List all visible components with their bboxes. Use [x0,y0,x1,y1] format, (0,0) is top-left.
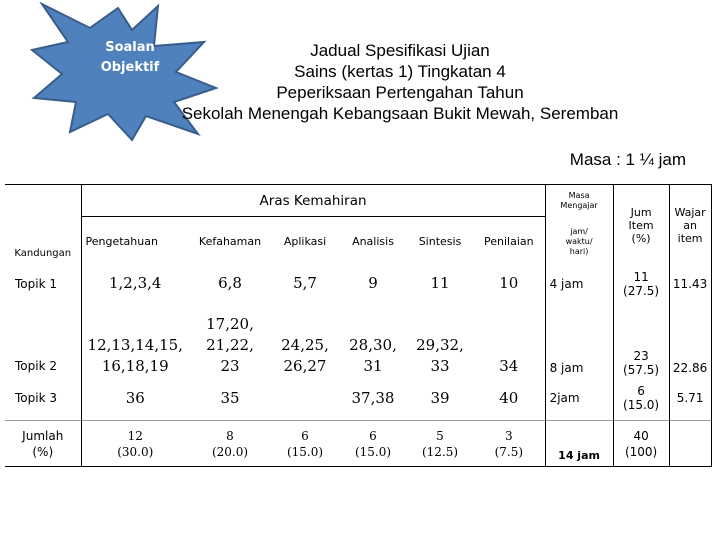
wajaran-cell: 22.86 [669,301,711,377]
col-penilaian: Penilaian [473,217,545,267]
table-cell: 6,8 [218,274,242,292]
table-cell: 35 [220,388,240,407]
jumlah-wajaran [669,421,711,467]
table-cell [271,377,339,421]
kandungan-header: Kandungan [14,247,72,259]
jumlah-cell: 8 (20.0) [189,421,271,467]
wajaran-item-header: Wajar an item [669,185,711,267]
table-cell: 28,30, 31 [349,335,397,375]
title-line-1: Jadual Spesifikasi Ujian [310,41,490,60]
row-label: Topik 3 [5,377,81,421]
title-line-3: Peperiksaan Pertengahan Tahun [276,83,524,102]
jum-item-header: Jum Item (%) [613,185,669,267]
title-line-2: Sains (kertas 1) Tingkatan 4 [294,62,506,81]
masa-cell: 4 jam [545,267,613,301]
table-row [5,377,711,421]
header-row-1 [5,185,711,217]
title-line-4: Sekolah Menengah Kebangsaan Bukit Mewah, Seremban [181,104,619,123]
col-kefahaman: Kefahaman [198,235,262,249]
table-cell: 34 [473,301,545,377]
jumlah-masa: 14 jam [545,421,613,467]
table-cell: 40 [473,377,545,421]
jumlah-label: Jumlah (%) [5,421,81,467]
jum-cell: 11 (27.5) [613,267,669,301]
table-cell: 36 [125,388,145,407]
jumlah-cell: 6 (15.0) [339,421,407,467]
wajaran-cell: 5.71 [669,377,711,421]
table-cell: 39 [430,388,450,407]
aras-kemahiran-header: Aras Kemahiran [81,185,545,217]
table-cell: 1,2,3,4 [109,274,162,292]
jumlah-cell: 6 (15.0) [271,421,339,467]
header-row-2 [5,217,711,267]
col-sintesis: Sintesis [418,235,462,249]
badge-line-1: Soalan [105,40,155,55]
jumlah-cell: 5 (12.5) [407,421,473,467]
jumlah-jum: 40 (100) [613,421,669,467]
table-row [5,267,711,301]
table-cell: 5,7 [293,274,317,292]
document-title [140,40,660,124]
wajaran-cell: 11.43 [669,267,711,301]
table-cell: 11 [430,274,450,292]
jumlah-cell: 12 (30.0) [81,421,189,467]
jum-cell: 23 (57.5) [613,301,669,377]
jumlah-cell: 3 (7.5) [473,421,545,467]
table-cell: 29,32, 33 [416,335,464,375]
table-cell: 10 [473,267,545,301]
row-label: Topik 2 [5,301,81,377]
table-row [5,301,711,377]
col-pengetahuan: Pengetahuan [85,235,158,249]
masa-cell: 8 jam [545,301,613,377]
jumlah-row [5,421,711,467]
kandungan-header-cell [5,185,81,267]
table-cell: 17,20, 21,22, 23 [206,314,254,375]
jam-waktu-header: jam/ waktu/ hari) [545,217,613,267]
masa-cell: 2jam [545,377,613,421]
table-cell: 37,38 [351,388,395,407]
table-cell: 9 [368,274,378,292]
masa-mengajar-header: Masa Mengajar [545,185,613,217]
row-label: Topik 1 [5,267,81,301]
col-aplikasi: Aplikasi [283,235,327,249]
table-cell: 12,13,14,15, 16,18,19 [87,335,183,375]
table-cell: 24,25, 26,27 [281,335,329,375]
masa-duration: Masa : 1 ¼ jam [569,150,686,169]
badge-line-2: Objektif [100,60,160,75]
jum-cell: 6 (15.0) [613,377,669,421]
col-analisis: Analisis [352,235,394,249]
specification-table [5,184,712,467]
